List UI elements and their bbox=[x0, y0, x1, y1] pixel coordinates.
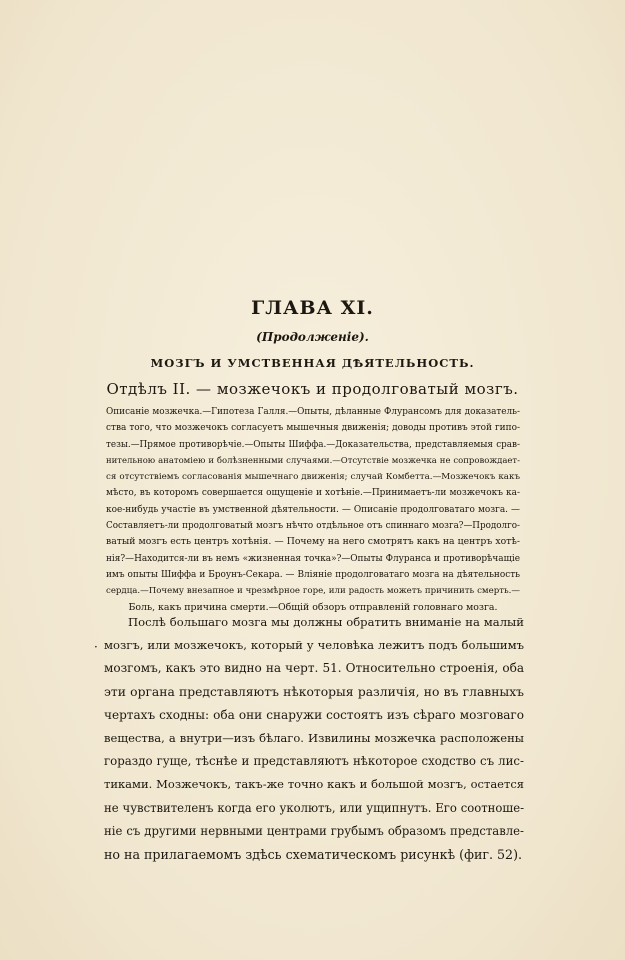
body-line: мозгомъ, какъ это видно на черт. 51. Относительно строенiя, оба bbox=[104, 661, 524, 676]
body-line: мозгъ, или мозжечокъ, который у человѣка лежитъ подъ большимъ bbox=[104, 638, 524, 653]
summary-line: Составляетъ-ли продолговатый мозгъ нѣчто отдѣльное отъ спиннаго мозга?—Продолго- bbox=[106, 521, 520, 532]
summary-line: сердца.—Почему внезапное и чрезмѣрное горе, или радость можетъ причинить смерть.— bbox=[106, 586, 520, 597]
body-line: эти органа представляютъ нѣкоторыя различiя, но въ главныхъ bbox=[104, 684, 524, 699]
summary-line: тезы.—Прямое противорѣчiе.—Опыты Шиффа.—Доказательства, представляемыя срав- bbox=[106, 439, 520, 450]
summary-line: кое-нибудь участiе въ умственной дѣятельности. — Описанiе продолговатаго мозга. — bbox=[106, 504, 520, 515]
body-line: вещества, а внутри—изъ бѣлаго. Извилины мозжечка расположены bbox=[104, 731, 524, 746]
section-title: МОЗГЪ И УМСТВЕННАЯ ДѢЯТЕЛЬНОСТЬ. bbox=[150, 356, 475, 370]
body-line: не чувствителенъ когда его уколютъ, или ущипнутъ. Его соотноше- bbox=[104, 800, 524, 815]
continuation-label: (Продолженiе). bbox=[256, 330, 369, 344]
body-line: чертахъ сходны: оба они снаружи состоятъ изъ сѣраго мозговаго bbox=[104, 707, 524, 722]
bleed-through-text bbox=[110, 92, 510, 110]
summary-line: Боль, какъ причина смерти.—Общiй обзоръ отправленiй головнаго мозга. bbox=[128, 601, 498, 613]
body-line: Послѣ большаго мозга мы должны обратить вниманiе на малый bbox=[128, 615, 524, 629]
part-title: Отдѣлъ II. — мозжечокъ и продолговатый мозгъ. bbox=[106, 380, 519, 398]
body-line: но на прилагаемомъ здѣсь схематическомъ рисункѣ (фиг. 52). bbox=[104, 847, 523, 863]
summary-line: нительною анатомiею и болѣзненными случаями.—Отсутствiе мозжечка не сопровождает- bbox=[106, 455, 520, 466]
margin-dot: · bbox=[94, 640, 98, 654]
body-line: тиками. Мозжечокъ, такъ-же точно какъ и большой мозгъ, остается bbox=[104, 777, 524, 792]
summary-line: ватый мозгъ есть центръ хотѣнiя. — Почему на него смотрятъ какъ на центръ хотѣ- bbox=[106, 536, 520, 548]
summary-line: Описанiе мозжечка.—Гипотеза Галля.—Опыты, дѣланные Флурансомъ для доказатель- bbox=[106, 407, 520, 417]
body-line: нiе съ другими нервными центрами грубымъ образомъ представле- bbox=[104, 823, 524, 838]
summary-line: имъ опыты Шиффа и Броунъ-Секара. — Влiянiе продолговатаго мозга на дѣятельность bbox=[106, 569, 520, 580]
summary-line: нiя?—Находится-ли въ немъ «жизненная точка»?—Опыты Флуранса и противорѣчащiе bbox=[106, 553, 520, 564]
body-paragraph bbox=[104, 611, 524, 866]
summary-line: мѣсто, въ которомъ совершается ощущенiе и хотѣнiе.—Принимаетъ-ли мозжечокъ ка- bbox=[106, 488, 520, 499]
summary-line: ся отсутствiемъ согласованiя мышечнаго движенiя; случай Комбетта.—Мозжечокъ какъ bbox=[106, 472, 520, 483]
chapter-title: ГЛАВА XI. bbox=[251, 297, 374, 319]
chapter-summary bbox=[106, 404, 520, 616]
summary-line: ства того, что мозжечокъ согласуетъ мышечныя движенiя; доводы противъ этой гипо- bbox=[106, 423, 520, 434]
body-line: гораздо гуще, тѣснѣе и представляютъ нѣкоторое сходство съ лис- bbox=[104, 754, 524, 769]
